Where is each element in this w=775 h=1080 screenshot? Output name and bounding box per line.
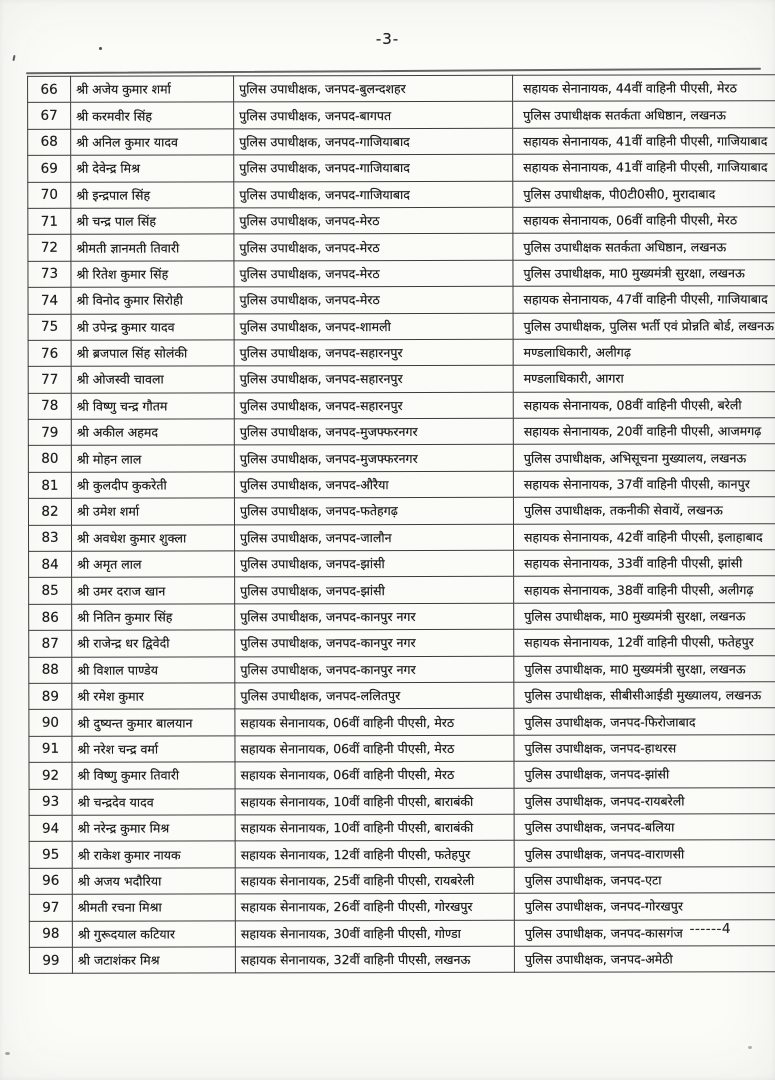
officer-name-cell: श्री रितेश कुमार सिंह [71,261,234,288]
new-posting-cell: पुलिस उपाधीक्षक, जनपद-हाथरस [514,734,775,761]
row-number-cell: 80 [28,446,71,472]
row-number-cell: 96 [29,868,72,894]
table-row [29,576,775,604]
previous-posting-cell: पुलिस उपाधीक्षक, जनपद-मेरठ [234,234,513,261]
previous-posting-cell: पुलिस उपाधीक्षक, जनपद-बागपत [234,102,513,129]
scan-speck-bottom-left [5,1052,10,1055]
table-row [28,127,775,155]
previous-posting-cell: पुलिस उपाधीक्षक, जनपद-मुजफ्फरनगर [234,418,513,445]
previous-posting-cell: पुलिस उपाधीक्षक, जनपद-गाजियाबाद [234,154,513,181]
new-posting-cell: मण्डलाधिकारी, आगरा [513,365,775,392]
officer-name-cell: श्री राजेन्द्र धर द्विवेदी [72,630,235,657]
table-row [29,919,775,947]
previous-posting-cell: सहायक सेनानायक, 06वीं वाहिनी पीएसी, मेरठ [235,709,514,736]
new-posting-cell: सहायक सेनानायक, 38वीं वाहिनी पीएसी, अलीगढ़ [514,576,775,603]
new-posting-cell: सहायक सेनानायक, 47वीं वाहिनी पीएसी, गाजियाबाद [513,286,775,313]
table-row [29,814,775,842]
new-posting-cell: पुलिस उपाधीक्षक, मा0 मुख्यमंत्री सुरक्षा, लखनऊ [513,259,775,286]
table-row [29,708,775,736]
officer-name-cell: श्री अनिल कुमार यादव [71,129,234,156]
new-posting-cell: पुलिस उपाधीक्षक, जनपद-बलिया [514,814,775,841]
table-row [29,602,775,630]
table-row [29,761,775,789]
new-posting-cell: पुलिस उपाधीक्षक, पुलिस भर्ती एवं प्रोन्नति बोर्ड, लखनऊ [513,312,775,339]
new-posting-cell: पुलिस उपाधीक्षक, जनपद-कासगंज [514,919,775,946]
officer-name-cell: श्री देवेन्द्र मिश्र [71,155,234,182]
new-posting-cell: पुलिस उपाधीक्षक, जनपद-अमेठी [514,946,775,973]
officer-name-cell: श्रीमती ज्ञानमती तिवारी [71,234,234,261]
table-row [28,207,775,235]
page-number-bottom: ------4 [689,921,731,937]
row-number-cell: 88 [29,657,72,683]
row-number-cell: 86 [29,604,72,630]
ink-speck-top [99,47,102,50]
officer-name-cell: श्री चन्द्रदेव यादव [72,788,235,815]
row-number-cell: 85 [29,578,72,604]
officer-name-cell: श्री अजेय कुमार शर्मा [71,76,234,103]
previous-posting-cell: सहायक सेनानायक, 06वीं वाहिनी पीएसी, मेरठ [235,735,514,762]
new-posting-cell: पुलिस उपाधीक्षक, जनपद-वाराणसी [514,840,775,867]
row-number-cell: 91 [29,736,72,762]
new-posting-cell: पुलिस उपाधीक्षक, पी0टी0सी0, मुरादाबाद [513,180,775,207]
new-posting-cell: पुलिस उपाधीक्षक, जनपद-एटा [514,866,775,893]
previous-posting-cell: सहायक सेनानायक, 12वीं वाहिनी पीएसी, फतेहपुर [235,841,514,868]
row-number-cell: 79 [28,419,71,445]
new-posting-cell: पुलिस उपाधीक्षक, सीबीसीआईडी मुख्यालय, लखनऊ [514,682,775,709]
previous-posting-cell: सहायक सेनानायक, 10वीं वाहिनी पीएसी, बाराबंकी [235,814,514,841]
new-posting-cell: सहायक सेनानायक, 41वीं वाहिनी पीएसी, गाजियाबाद [513,154,775,181]
row-number-cell: 78 [28,393,71,419]
previous-posting-cell: सहायक सेनानायक, 06वीं वाहिनी पीएसी, मेरठ [235,761,514,788]
table-row [28,339,775,367]
previous-posting-cell: पुलिस उपाधीक्षक, जनपद-मेरठ [234,260,513,287]
officer-name-cell: श्री अजय भदौरिया [72,868,235,895]
table-row [28,154,775,182]
new-posting-cell: पुलिस उपाधीक्षक सतर्कता अधिष्ठान, लखनऊ [513,233,775,260]
row-number-cell: 87 [29,630,72,656]
row-number-cell: 99 [29,947,72,973]
new-posting-cell: सहायक सेनानायक, 41वीं वाहिनी पीएसी, गाजियाबाद [513,127,775,154]
row-number-cell: 84 [29,551,72,577]
previous-posting-cell: सहायक सेनानायक, 30वीं वाहिनी पीएसी, गोण्डा [235,920,514,947]
table-row [28,497,775,525]
officer-name-cell: श्री उमर दराज खान [72,577,235,604]
previous-posting-cell: सहायक सेनानायक, 26वीं वाहिनी पीएसी, गोरखपुर [235,893,514,920]
officer-name-cell: श्री रमेश कुमार [72,683,235,710]
row-number-cell: 82 [28,498,71,524]
previous-posting-cell: पुलिस उपाधीक्षक, जनपद-फतेहगढ़ [234,498,513,525]
table-row [29,523,775,551]
table-row [29,787,775,815]
row-number-cell: 71 [28,208,71,234]
previous-posting-cell: पुलिस उपाधीक्षक, जनपद-ललितपुर [235,682,514,709]
previous-posting-cell: पुलिस उपाधीक्षक, जनपद-गाजियाबाद [234,181,513,208]
officer-name-cell: श्री अवधेश कुमार शुक्ला [72,525,235,552]
previous-posting-cell: सहायक सेनानायक, 25वीं वाहिनी पीएसी, रायबरेली [235,867,514,894]
table-row [29,629,775,657]
officer-name-cell: श्री नरेन्द्र कुमार मिश्र [72,815,235,842]
new-posting-cell: सहायक सेनानायक, 12वीं वाहिनी पीएसी, फतेहपुर [514,629,775,656]
new-posting-cell: मण्डलाधिकारी, अलीगढ़ [513,339,775,366]
row-number-cell: 98 [29,921,72,947]
table-row [28,286,775,314]
row-number-cell: 66 [28,76,71,102]
row-number-cell: 73 [28,261,71,287]
previous-posting-cell: पुलिस उपाधीक्षक, जनपद-सहारनपुर [234,392,513,419]
previous-posting-cell: पुलिस उपाधीक्षक, जनपद-कानपुर नगर [235,603,514,630]
previous-posting-cell: पुलिस उपाधीक्षक, जनपद-जालौन [235,524,514,551]
previous-posting-cell: सहायक सेनानायक, 10वीं वाहिनी पीएसी, बाराबंकी [235,788,514,815]
officer-name-cell: श्रीमती रचना मिश्रा [72,894,235,921]
previous-posting-cell: पुलिस उपाधीक्षक, जनपद-गाजियाबाद [234,128,513,155]
table-row [28,75,775,103]
officer-name-cell: श्री नरेश चन्द्र वर्मा [72,736,235,763]
table-row [28,180,775,208]
table-row [28,418,775,446]
transfer-table-body [28,75,775,974]
table-row [29,655,775,683]
previous-posting-cell: पुलिस उपाधीक्षक, जनपद-शामली [234,313,513,340]
row-number-cell: 97 [29,894,72,920]
officer-name-cell: श्री कुलदीप कुकरेती [71,472,234,499]
officer-name-cell: श्री विशाल पाण्डेय [72,656,235,683]
previous-posting-cell: पुलिस उपाधीक्षक, जनपद-झांसी [235,550,514,577]
officer-name-cell: श्री जटाशंकर मिश्र [72,947,235,974]
table-row [28,312,775,340]
row-number-cell: 93 [29,789,72,815]
row-number-cell: 69 [28,155,71,181]
table-top-rule [26,68,761,74]
new-posting-cell: पुलिस उपाधीक्षक, जनपद-गोरखपुर [514,893,775,920]
new-posting-cell: पुलिस उपाधीक्षक, जनपद-रायबरेली [514,787,775,814]
officer-name-cell: श्री अकील अहमद [71,419,234,446]
previous-posting-cell: पुलिस उपाधीक्षक, जनपद-मेरठ [234,207,513,234]
new-posting-cell: पुलिस उपाधीक्षक, मा0 मुख्यमंत्री सुरक्षा, लखनऊ [514,655,775,682]
previous-posting-cell: पुलिस उपाधीक्षक, जनपद-सहारनपुर [234,366,513,393]
table-row [28,233,775,261]
previous-posting-cell: पुलिस उपाधीक्षक, जनपद-मेरठ [234,286,513,313]
officer-name-cell: श्री ब्रजपाल सिंह सोलंकी [71,340,234,367]
previous-posting-cell: पुलिस उपाधीक्षक, जनपद-कानपुर नगर [235,656,514,683]
new-posting-cell: सहायक सेनानायक, 08वीं वाहिनी पीएसी, बरेली [513,391,775,418]
table-row [29,682,775,710]
previous-posting-cell: पुलिस उपाधीक्षक, जनपद-कानपुर नगर [235,630,514,657]
table-row [28,365,775,393]
row-number-cell: 90 [29,710,72,736]
officer-name-cell: श्री नितिन कुमार सिंह [72,604,235,631]
scan-speck-bottom-right [748,1046,752,1049]
pen-mark-left [12,55,15,61]
row-number-cell: 89 [29,683,72,709]
table-row [28,391,775,419]
row-number-cell: 95 [29,842,72,868]
officer-name-cell: श्री चन्द्र पाल सिंह [71,208,234,235]
page-number-top: -3- [375,30,400,48]
table-row [29,734,775,762]
officer-name-cell: श्री विष्णु चन्द्र गौतम [71,393,234,420]
row-number-cell: 70 [28,182,71,208]
row-number-cell: 76 [28,340,71,366]
officer-name-cell: श्री राकेश कुमार नायक [72,841,235,868]
new-posting-cell: सहायक सेनानायक, 42वीं वाहिनी पीएसी, इलाहाबाद [513,523,775,550]
previous-posting-cell: पुलिस उपाधीक्षक, जनपद-बुलन्दशहर [234,75,513,102]
row-number-cell: 83 [29,525,72,551]
new-posting-cell: पुलिस उपाधीक्षक, जनपद-फिरोजाबाद [514,708,775,735]
new-posting-cell: सहायक सेनानायक, 20वीं वाहिनी पीएसी, आजमगढ़ [513,418,775,445]
row-number-cell: 92 [29,762,72,788]
table-row [29,550,775,578]
row-number-cell: 81 [28,472,71,498]
officer-name-cell: श्री उपेन्द्र कुमार यादव [71,313,234,340]
officer-name-cell: श्री मोहन लाल [71,445,234,472]
officer-name-cell: श्री दुष्यन्त कुमार बालयान [72,709,235,736]
new-posting-cell: सहायक सेनानायक, 33वीं वाहिनी पीएसी, झांसी [514,550,775,577]
table-row [29,893,775,921]
row-number-cell: 77 [28,367,71,393]
previous-posting-cell: पुलिस उपाधीक्षक, जनपद-औरैया [234,471,513,498]
officer-name-cell: श्री अमृत लाल [72,551,235,578]
new-posting-cell: सहायक सेनानायक, 06वीं वाहिनी पीएसी, मेरठ [513,207,775,234]
new-posting-cell: पुलिस उपाधीक्षक सतर्कता अधिष्ठान, लखनऊ [513,101,775,128]
row-number-cell: 72 [28,235,71,261]
table-row [29,840,775,868]
table-row [28,444,775,472]
officer-name-cell: श्री करमवीर सिंह [71,102,234,129]
previous-posting-cell: सहायक सेनानायक, 32वीं वाहिनी पीएसी, लखनऊ [235,946,514,973]
new-posting-cell: पुलिस उपाधीक्षक, अभिसूचना मुख्यालय, लखनऊ [513,444,775,471]
row-number-cell: 94 [29,815,72,841]
row-number-cell: 68 [28,129,71,155]
table-row [29,946,775,974]
row-number-cell: 75 [28,314,71,340]
table-row [28,471,775,499]
new-posting-cell: पुलिस उपाधीक्षक, मा0 मुख्यमंत्री सुरक्षा, लखनऊ [514,602,775,629]
new-posting-cell: पुलिस उपाधीक्षक, जनपद-झांसी [514,761,775,788]
new-posting-cell: सहायक सेनानायक, 37वीं वाहिनी पीएसी, कानपुर [513,471,775,498]
transfer-order-table [27,74,775,974]
officer-name-cell: श्री विष्णु कुमार तिवारी [72,762,235,789]
officer-name-cell: श्री विनोद कुमार सिरोही [71,287,234,314]
previous-posting-cell: पुलिस उपाधीक्षक, जनपद-मुजफ्फरनगर [234,445,513,472]
new-posting-cell: सहायक सेनानायक, 44वीं वाहिनी पीएसी, मेरठ [513,75,775,102]
row-number-cell: 74 [28,287,71,313]
table-row [29,866,775,894]
row-number-cell: 67 [28,103,71,129]
officer-name-cell: श्री उमेश शर्मा [71,498,234,525]
previous-posting-cell: पुलिस उपाधीक्षक, जनपद-सहारनपुर [234,339,513,366]
table-row [28,101,775,129]
new-posting-cell: पुलिस उपाधीक्षक, तकनीकी सेवायें, लखनऊ [513,497,775,524]
officer-name-cell: श्री गुरूदयाल कटियार [72,920,235,947]
officer-name-cell: श्री ओजस्वी चावला [71,366,234,393]
officer-name-cell: श्री इन्द्रपाल सिंह [71,181,234,208]
previous-posting-cell: पुलिस उपाधीक्षक, जनपद-झांसी [235,577,514,604]
table-row [28,259,775,287]
